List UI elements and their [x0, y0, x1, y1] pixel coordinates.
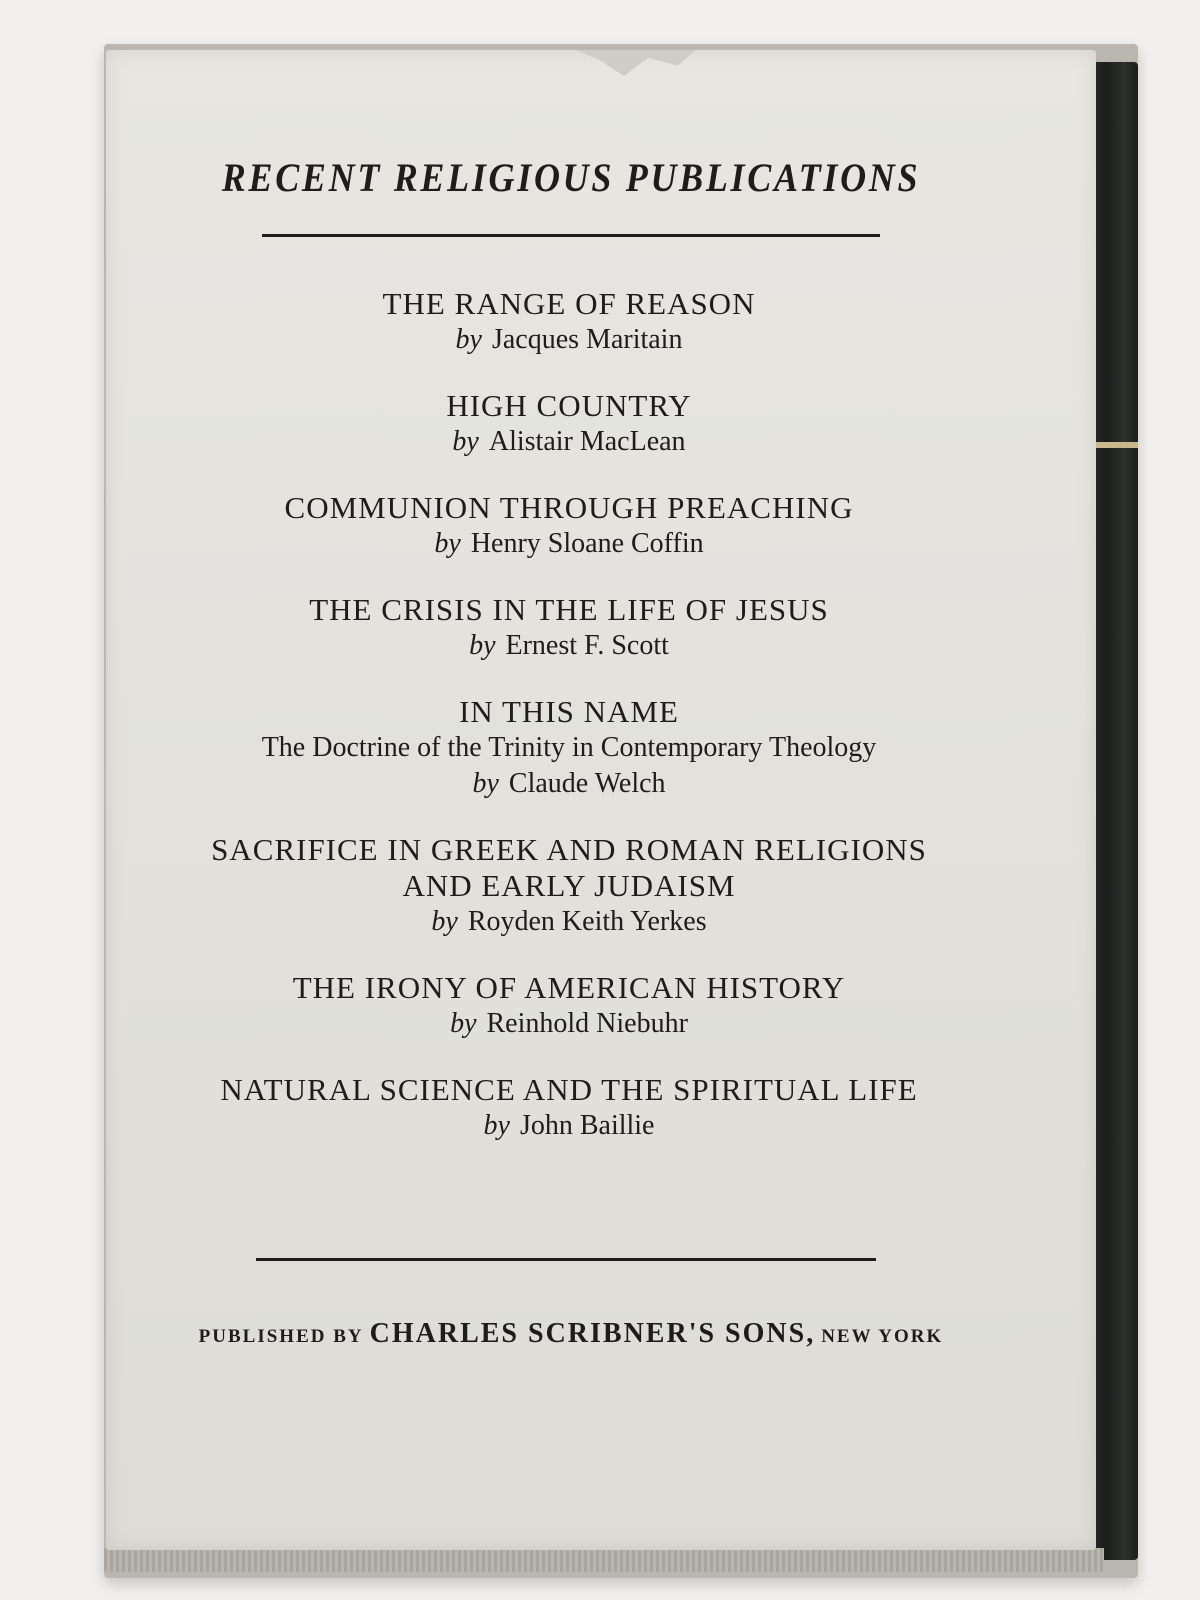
by-label: by	[469, 630, 496, 661]
book-author-line	[106, 904, 1032, 940]
book-author-line	[106, 1006, 1032, 1042]
book-list	[106, 286, 1032, 1174]
book-title: HIGH COUNTRY	[446, 388, 692, 423]
book-author-line	[106, 766, 1032, 802]
bottom-divider	[256, 1258, 876, 1261]
book-title: THE CRISIS IN THE LIFE OF JESUS	[309, 592, 829, 627]
book-title-line-1: SACRIFICE IN GREEK AND ROMAN RELIGIONS	[211, 832, 927, 867]
by-label: by	[431, 906, 458, 937]
book-author-line	[106, 322, 1032, 358]
by-label: by	[455, 324, 482, 355]
by-label: by	[450, 1008, 477, 1039]
cloth-board-edge	[104, 1548, 1104, 1572]
book-title-line-2: AND EARLY JUDAISM	[402, 868, 736, 903]
book-title: THE IRONY OF AMERICAN HISTORY	[292, 970, 846, 1005]
book-entry	[106, 832, 1032, 940]
publisher-line	[106, 1318, 1036, 1350]
book-author: Henry Sloane Coffin	[470, 528, 704, 559]
book-entry	[106, 694, 1032, 802]
book-author: John Baillie	[519, 1110, 655, 1141]
publisher-name: CHARLES SCRIBNER'S SONS,	[369, 1318, 816, 1349]
book-title: COMMUNION THROUGH PREACHING	[284, 490, 854, 525]
book-author-line	[106, 628, 1032, 664]
book-author-line	[106, 526, 1032, 562]
by-label: by	[472, 768, 499, 799]
spine-tape	[1090, 442, 1138, 448]
book-author: Alistair MacLean	[488, 426, 686, 457]
jacket-content	[106, 50, 1096, 1550]
book-author: Claude Welch	[508, 768, 666, 799]
page-title: RECENT RELIGIOUS PUBLICATIONS	[221, 155, 921, 200]
book-subtitle: The Doctrine of the Trinity in Contemporary Theology	[261, 732, 877, 763]
by-label: by	[434, 528, 461, 559]
book-entry	[106, 970, 1032, 1042]
book-entry	[106, 490, 1032, 562]
book-author: Jacques Maritain	[491, 324, 683, 355]
book-title: THE RANGE OF REASON	[382, 286, 756, 321]
book-title: IN THIS NAME	[459, 694, 679, 729]
book-author: Ernest F. Scott	[505, 630, 669, 661]
dust-jacket-back	[106, 50, 1096, 1550]
book-entry	[106, 1072, 1032, 1144]
top-divider	[262, 234, 880, 237]
book-author: Royden Keith Yerkes	[467, 906, 707, 937]
book-entry	[106, 286, 1032, 358]
book-author-line	[106, 1108, 1032, 1144]
publisher-city: NEW YORK	[821, 1326, 944, 1347]
by-label: by	[483, 1110, 510, 1141]
book-title: NATURAL SCIENCE AND THE SPIRITUAL LIFE	[220, 1072, 918, 1107]
book-author-line	[106, 424, 1032, 460]
by-label: by	[452, 426, 479, 457]
book-entry	[106, 388, 1032, 460]
book-author: Reinhold Niebuhr	[486, 1008, 688, 1039]
publisher-prefix: PUBLISHED BY	[198, 1326, 364, 1347]
book-entry	[106, 592, 1032, 664]
